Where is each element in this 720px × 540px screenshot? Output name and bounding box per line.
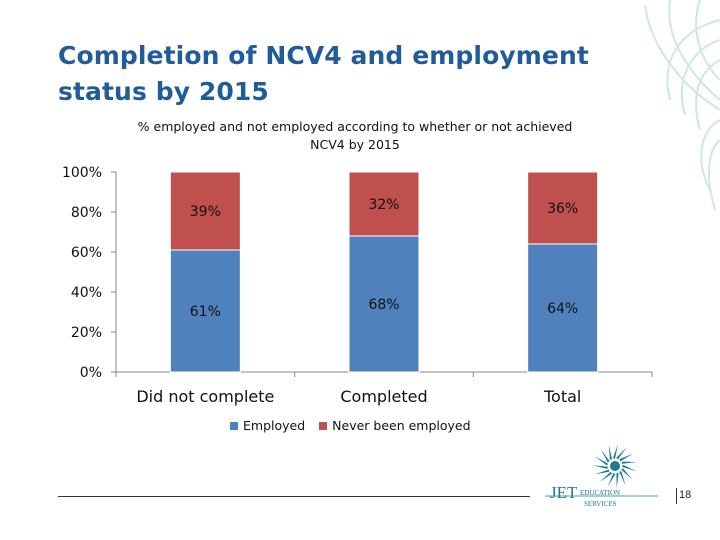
legend-swatch-never-employed [319,422,327,430]
y-tick-label: 100% [61,165,102,181]
legend-item-employed [230,418,305,433]
logo-jet-text: JET [550,483,578,502]
logo-education-text: EDUCATION [580,489,621,497]
jet-education-services-logo [540,440,670,510]
data-label-never-employed-1: 32% [368,197,400,213]
y-tick-label: 40% [70,285,102,301]
footer-divider [58,496,530,497]
y-tick-label: 20% [70,325,102,341]
legend-swatch-employed [230,422,238,430]
slide-title: Completion of NCV4 and employment status by 2015 [58,41,589,106]
data-label-employed-0: 61% [189,304,221,320]
x-category-label: Total [543,387,582,406]
chart-legend [230,418,471,433]
x-category-label: Did not complete [136,387,275,406]
y-tick-label: 80% [70,205,102,221]
legend-item-never-employed [319,418,470,433]
chart-title-line-1: % employed and not employed according to whether or not achieved [137,119,573,134]
x-category-label: Completed [340,387,428,406]
page-number-separator [676,488,677,504]
page-number: 18 [679,489,692,501]
chart-title-line-2: NCV4 by 2015 [310,137,400,152]
data-label-never-employed-2: 36% [547,201,579,217]
data-label-employed-2: 64% [547,301,579,317]
logo-services-text: SERVICES [584,500,617,508]
y-tick-label: 60% [70,245,102,261]
legend-label-never-employed: Never been employed [332,418,471,433]
data-label-employed-1: 68% [368,297,400,313]
y-tick-label: 0% [79,365,102,381]
data-label-never-employed-0: 39% [189,204,221,220]
legend-label-employed: Employed [243,418,306,433]
